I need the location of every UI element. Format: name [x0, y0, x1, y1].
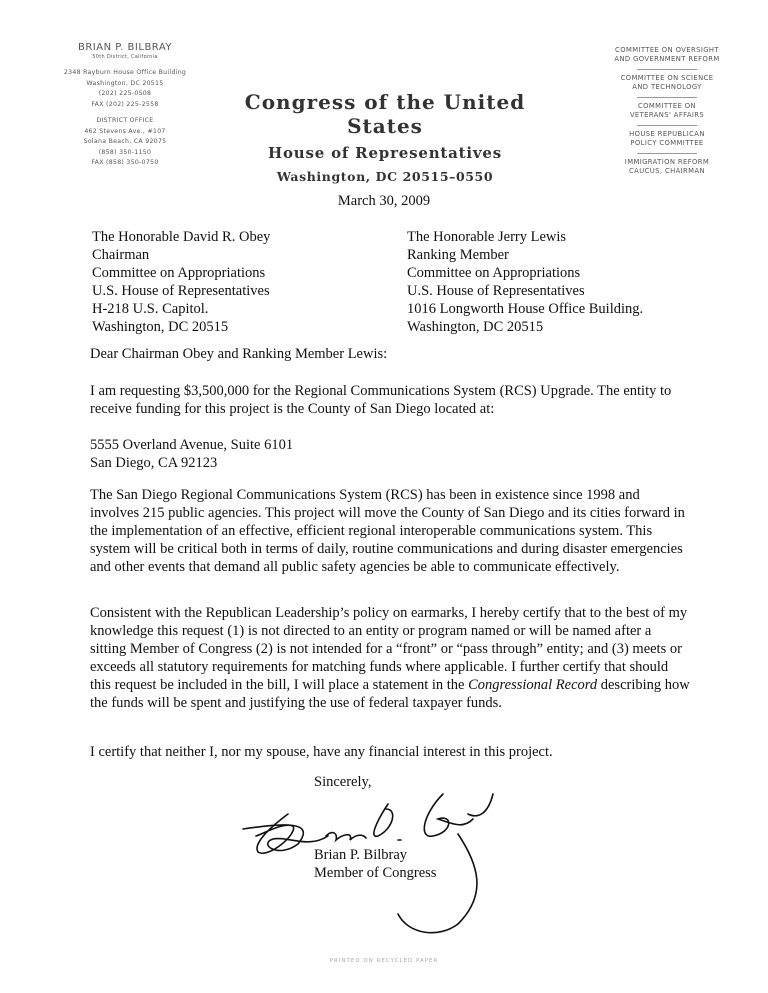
- signer-block: [314, 846, 436, 882]
- committee-line: POLICY COMMITTEE: [630, 139, 704, 147]
- divider: [637, 153, 697, 154]
- recipient-right: [407, 228, 643, 336]
- committee-item: [592, 158, 742, 176]
- committee-item: [592, 74, 742, 92]
- committee-line: COMMITTEE ON SCIENCE: [620, 74, 714, 82]
- dc-office-line: FAX (202) 225-2558: [91, 100, 159, 108]
- paragraph-request: I am requesting $3,500,000 for the Regional Communications System (RCS) Upgrade. The entity to receive funding for this project is the County of San Diego located at:: [90, 383, 672, 417]
- cert-text: Consistent with the Republican Leadership’s policy on earmarks, I hereby certify that to the best of my knowledge this request (1) is not directed to an entity or program named or will be named after a sitting Member of Congress (2) is not intended for a “front” or “pass through” entity; and (3) meets or exceeds all statutory requirements for matching funds where applicable. I further certify that should this request be included in the bill, I will place a statement in the: [90, 605, 688, 693]
- district-office-line: (858) 350-1150: [98, 148, 152, 156]
- recipient-line: Washington, DC 20515: [407, 319, 544, 335]
- closing: Sincerely,: [314, 774, 372, 790]
- signer-title: Member of Congress: [314, 865, 437, 881]
- dc-office-line: (202) 225-0508: [98, 90, 152, 97]
- committee-line: IMMIGRATION REFORM: [624, 158, 710, 166]
- committee-list: [592, 46, 742, 176]
- cert-text-end: describing how the funds will be spent and justifying the use of federal taxpayer funds.: [90, 677, 690, 711]
- funding-address: [90, 436, 690, 472]
- congress-title: Congress of the United States: [244, 90, 526, 138]
- address-line: San Diego, CA 92123: [90, 455, 218, 471]
- district-label: 50th District, California: [92, 54, 158, 60]
- dc-office-line: 2348 Rayburn House Office Building: [63, 69, 187, 76]
- recipient-line: Chairman: [92, 247, 150, 263]
- district-office-line: FAX (858) 350-0750: [91, 159, 159, 166]
- paragraph-certification: [90, 604, 690, 712]
- signer-name: Brian P. Bilbray: [314, 847, 408, 863]
- divider: [637, 69, 697, 70]
- recipient-line: The Honorable David R. Obey: [92, 229, 271, 245]
- recipient-line: 1016 Longworth House Office Building.: [407, 301, 644, 317]
- member-name: BRIAN P. BILBRAY: [77, 42, 173, 53]
- address-line: 5555 Overland Avenue, Suite 6101: [90, 437, 294, 453]
- committee-line: COMMITTEE ON OVERSIGHT: [615, 46, 719, 54]
- committee-item: [592, 130, 742, 148]
- district-office-title: DISTRICT OFFICE: [96, 117, 154, 124]
- district-office-line: Solana Beach, CA 92075: [83, 138, 167, 145]
- committee-item: [592, 102, 742, 120]
- recipient-line: Ranking Member: [407, 247, 509, 263]
- house-title: House of Representatives: [268, 144, 502, 162]
- recipient-line: Committee on Appropriations: [407, 265, 581, 281]
- divider: [637, 97, 697, 98]
- recipient-line: Washington, DC 20515: [92, 319, 229, 335]
- committee-item: [592, 46, 742, 64]
- committee-line: VETERANS' AFFAIRS: [629, 111, 705, 119]
- letter-date: March 30, 2009: [337, 193, 431, 209]
- recipient-line: The Honorable Jerry Lewis: [407, 229, 567, 245]
- letterhead-title: [215, 90, 555, 184]
- cert-italic: Congressional Record: [468, 677, 598, 693]
- salutation: Dear Chairman Obey and Ranking Member Lewis:: [90, 346, 388, 362]
- recipient-line: H-218 U.S. Capitol.: [92, 301, 209, 317]
- recycled-paper-mark: PRINTED ON RECYCLED PAPER: [329, 958, 439, 964]
- district-office-line: 462 Stevens Ave., #107: [84, 127, 166, 135]
- recipient-line: U.S. House of Representatives: [407, 283, 585, 299]
- recipient-line: Committee on Appropriations: [92, 265, 266, 281]
- recipient-line: U.S. House of Representatives: [92, 283, 270, 299]
- committee-line: HOUSE REPUBLICAN: [629, 130, 705, 138]
- paragraph-financial-interest: I certify that neither I, nor my spouse, have any financial interest in this project.: [90, 744, 553, 760]
- recipient-left: [92, 228, 270, 336]
- divider: [637, 125, 697, 126]
- committee-line: AND GOVERNMENT REFORM: [614, 55, 720, 63]
- committee-line: COMMITTEE ON: [638, 102, 696, 110]
- member-office-block: [30, 42, 220, 169]
- paragraph-description: The San Diego Regional Communications System (RCS) has been in existence since 1998 and involves 215 public agencies. This project will move the County of San Diego and its cities forward in the implementation of an effective, efficient regional interoperable communications system. This system will be critical both in terms of daily, routine communications and during disaster emergencies and other events that demand all public safety agencies be able to communicate effectively.: [90, 487, 685, 575]
- city-line: Washington, DC 20515–0550: [276, 169, 494, 184]
- committee-line: AND TECHNOLOGY: [632, 83, 702, 91]
- committee-line: CAUCUS, CHAIRMAN: [629, 167, 705, 175]
- dc-office-line: Washington, DC 20515: [86, 79, 164, 87]
